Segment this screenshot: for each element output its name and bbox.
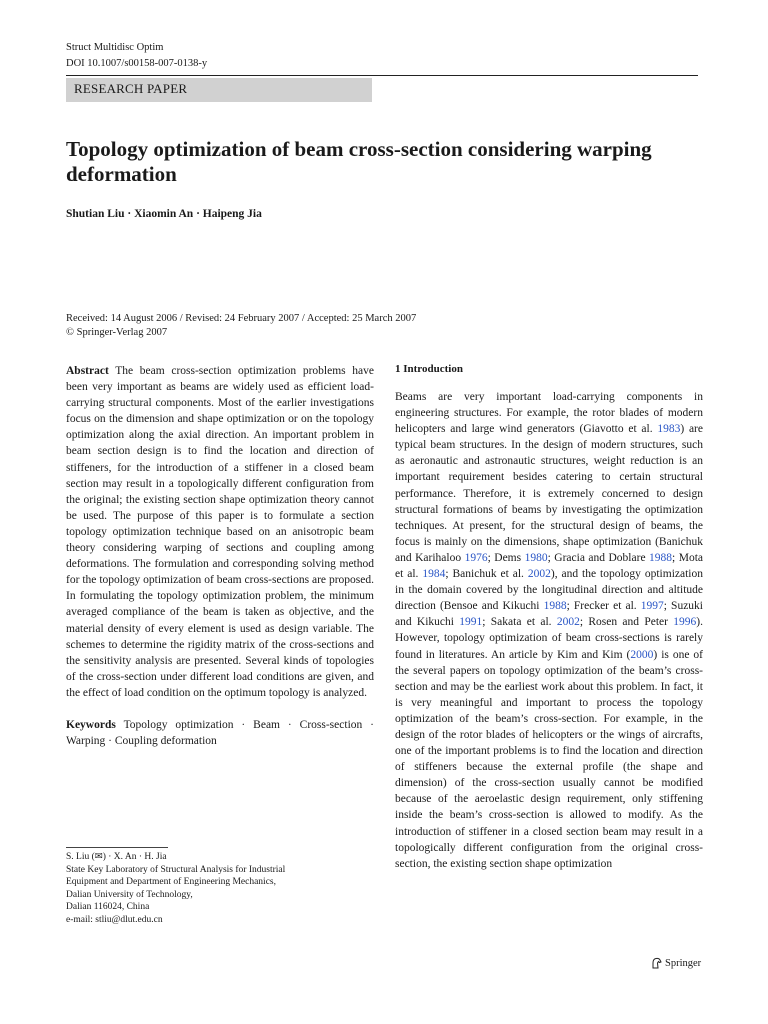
citation-link[interactable]: 1991 xyxy=(459,616,483,629)
header-rule xyxy=(66,75,698,76)
keywords xyxy=(66,717,374,749)
abstract-label: Abstract xyxy=(66,365,109,377)
citation-link[interactable]: 1976 xyxy=(464,551,488,564)
keywords-label: Keywords xyxy=(66,718,116,731)
journal-doi: DOI 10.1007/s00158-007-0138-y xyxy=(66,58,208,69)
citation-link[interactable]: 1983 xyxy=(657,423,681,436)
dates-block xyxy=(66,312,416,340)
publisher-footer xyxy=(651,957,701,969)
citation-link[interactable]: 1996 xyxy=(673,616,697,629)
publisher-name: Springer xyxy=(665,957,702,969)
affiliation-line: Dalian 116024, China xyxy=(66,902,150,912)
citation-link[interactable]: 1997 xyxy=(640,600,664,613)
citation-link[interactable]: 1988 xyxy=(543,600,567,613)
affiliation-line: Dalian University of Technology, xyxy=(66,889,193,900)
keywords-text: Topology optimization · Beam · Cross-section · Warping · Coupling deformation xyxy=(66,718,375,748)
affiliation-block xyxy=(66,851,366,926)
journal-header xyxy=(66,40,207,72)
affiliation-email: e-mail: stliu@dlut.edu.cn xyxy=(66,914,163,925)
citation-link[interactable]: 1988 xyxy=(649,551,673,564)
received-dates: Received: 14 August 2006 / Revised: 24 February 2007 / Accepted: 25 March 2007 xyxy=(66,313,417,324)
introduction-paragraph: Beams are very important load-carrying components in engineering structures. For example, the rotor blades of modern helicopters and large wind generators (Giavotto et al. 1983) are typical beam structures. In the design of modern structures, such as aeronautic and astronautic structures, weight reduction is an important requirement besides catering to certain structural performance. Therefore, it is extremely concerned to design structural formations of beams by investigating the optimization techniques. At present, for the structural design of beams, the focus is mainly on the dimensions, shape optimization (Banichuk and Karihaloo 1976; Dems 1980; Gracia and Doblare 1988; Mota et al. 1984; Banichuk et al. 2002), and the topology optimization in the domain covered by the longitudinal direction and altitude direction (Bensoe and Kikuchi 1988; Frecker et al. 1997; Suzuki and Kikuchi 1991; Sakata et al. 2002; Rosen and Peter 1996). However, topology optimization of beam cross-sections is rarely found in literatures. An article by Kim and Kim (2000) is one of the several papers on topology optimization of the beam’s cross-section and may be the earliest work about this problem. In fact, it is very meaningful and important to process the topology optimization of the beam’s cross-section. For example, in the design of the rotor blades of helicopters or the wings of aircrafts, one of the important problems is to find the location and direction of stiffeners because the external profile (the shape and dimension) of the cross-section usually cannot be modified because of the aeroelastic design requirement, only stiffening inside the beam’s cross-section is allowed to modify. As the introduction of stiffener in a closed section beam may result in a topologically different configuration from the original cross-section, the existing section shape optimization xyxy=(395,391,704,870)
citation-link[interactable]: 2000 xyxy=(630,648,654,661)
citation-link[interactable]: 2002 xyxy=(556,616,580,629)
abstract xyxy=(66,363,374,701)
section-label-box xyxy=(66,78,372,102)
citation-link[interactable]: 1984 xyxy=(422,568,446,581)
section-heading-introduction: 1 Introduction xyxy=(395,363,463,375)
springer-horse-icon xyxy=(651,957,662,969)
copyright: © Springer-Verlag 2007 xyxy=(66,327,168,338)
affiliation-names: S. Liu (✉) · X. An · H. Jia xyxy=(66,852,167,862)
paper-title: Topology optimization of beam cross-section considering warping deformation xyxy=(66,137,652,186)
affiliation-line: State Key Laboratory of Structural Analysis for Industrial xyxy=(66,864,286,875)
citation-link[interactable]: 2002 xyxy=(527,568,551,581)
abstract-text: The beam cross-section optimization problems have been very important as beams are widely used as efficient load-carrying structural components. Most of the earlier investigations focus on the dimension and shape optimization or on the topology optimization along the axial direction. An important problem in beam section design is to find the location and direction of stiffeners, for the introduction of a stiffener in a closed beam section may result in a topologically different configuration from the original; the existing section shape optimization theory cannot be used. The purpose of this paper is to formulate a section topology optimization technique based on an anisotropic beam theory considering warping of sections and coupling among deformations. The formulation and corresponding solving method for the topology optimization of beam cross-sections are proposed. In formulating the topology optimization problem, the minimum averaged compliance of the beam is taken as objective, and the material density of every element is used as design variable. The schemes to determine the rigidity matrix of the cross-sections and the sensitivity analysis are presented. Several kinds of topologies of the cross-section under different load conditions are given, and the effect of load condition on the optimum topology is analyzed. xyxy=(66,365,374,699)
citation-link[interactable]: 1980 xyxy=(524,551,548,564)
journal-name: Struct Multidisc Optim xyxy=(66,42,164,53)
footnote-rule xyxy=(66,847,168,848)
author-list: Shutian Liu · Xiaomin An · Haipeng Jia xyxy=(66,208,262,220)
left-column xyxy=(66,363,374,749)
affiliation-line: Equipment and Department of Engineering Mechanics, xyxy=(66,877,276,887)
section-label: RESEARCH PAPER xyxy=(74,81,188,96)
right-column xyxy=(395,363,703,872)
